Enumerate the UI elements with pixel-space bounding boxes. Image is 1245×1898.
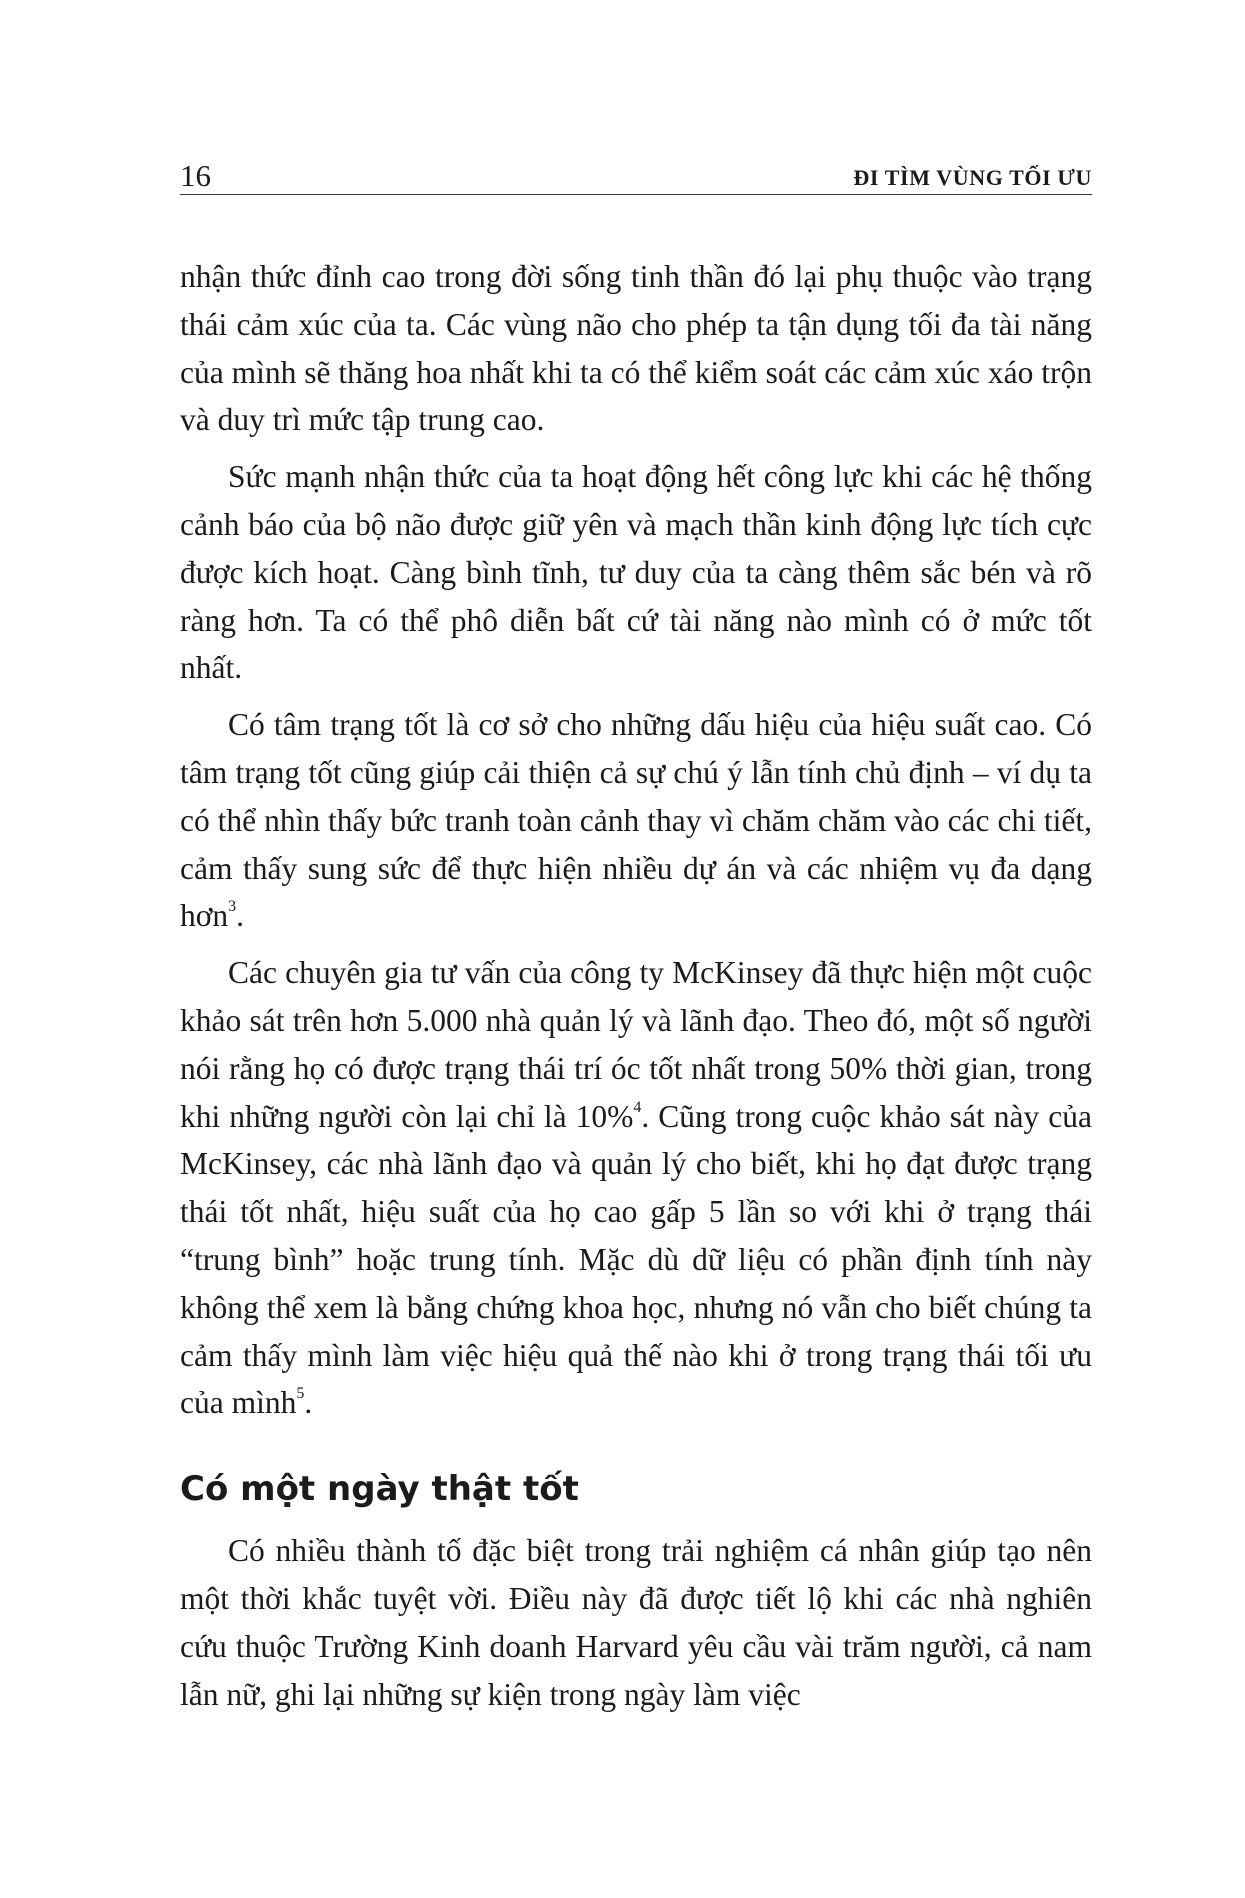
- paragraph-end: .: [236, 898, 245, 934]
- paragraph-text: . Cũng trong cuộc khảo sát này của McKinsey, các nhà lãnh đạo và quản lý cho biết, khi họ đạt được trạng thái tốt nhất, hiệu suất của họ cao gấp 5 lần so với khi ở trạng thái “trung bình” hoặc trung tính. Mặc dù dữ liệu có phần định tính này không thể xem là bằng chứng khoa học, nhưng nó vẫn cho biết chúng ta cảm thấy mình làm việc hiệu quả thế nào khi ở trong trạng thái tối ưu của mình: [180, 1098, 1092, 1421]
- paragraph-continued: [180, 253, 1092, 444]
- paragraph-text: Có tâm trạng tốt là cơ sở cho những dấu hiệu của hiệu suất cao. Có tâm trạng tốt cũng giúp cải thiện cả sự chú ý lẫn tính chủ định – ví dụ ta có thể nhìn thấy bức tranh toàn cảnh thay vì chăm chăm vào các chi tiết, cảm thấy sung sức để thực hiện nhiều dự án và các nhiệm vụ đa dạng hơn: [180, 707, 1092, 934]
- paragraph-text: Có nhiều thành tố đặc biệt trong trải nghiệm cá nhân giúp tạo nên một thời khắc tuyệt vời. Điều này đã được tiết lộ khi các nhà nghiên cứu thuộc Trường Kinh doanh Harvard yêu cầu vài trăm người, cả nam lẫn nữ, ghi lại những sự kiện trong ngày làm việc: [180, 1533, 1092, 1712]
- page-number: 16: [180, 158, 211, 193]
- paragraph-text: Sức mạnh nhận thức của ta hoạt động hết công lực khi các hệ thống cảnh báo của bộ não được giữ yên và mạch thần kinh động lực tích cực được kích hoạt. Càng bình tĩnh, tư duy của ta càng thêm sắc bén và rõ ràng hơn. Ta có thể phô diễn bất cứ tài năng nào mình có ở mức tốt nhất.: [180, 459, 1092, 686]
- body-text: [180, 253, 1092, 1727]
- paragraph-end: .: [304, 1385, 313, 1421]
- footnote-ref: 4: [633, 1098, 642, 1116]
- footnote-ref: 3: [228, 898, 237, 916]
- paragraph: [180, 701, 1092, 940]
- paragraph: [180, 1527, 1092, 1718]
- paragraph: [180, 453, 1092, 692]
- paragraph: [180, 949, 1092, 1427]
- section-heading: Có một ngày thật tốt: [180, 1469, 579, 1510]
- book-title: ĐI TÌM VÙNG TỐI ƯU: [853, 165, 1092, 190]
- footnote-ref: 5: [296, 1385, 305, 1403]
- paragraph-text: Các chuyên gia tư vấn của công ty McKinsey đã thực hiện một cuộc khảo sát trên hơn 5.000 nhà quản lý và lãnh đạo. Theo đó, một số người nói rằng họ có được trạng thái trí óc tốt nhất trong 50% thời gian, trong khi những người còn lại chỉ là 10%: [180, 955, 1092, 1134]
- running-header: [180, 158, 1092, 195]
- paragraph-text: nhận thức đỉnh cao trong đời sống tinh thần đó lại phụ thuộc vào trạng thái cảm xúc của ta. Các vùng não cho phép ta tận dụng tối đa tài năng của mình sẽ thăng hoa nhất khi ta có thể kiểm soát các cảm xúc xáo trộn và duy trì mức tập trung cao.: [180, 259, 1092, 438]
